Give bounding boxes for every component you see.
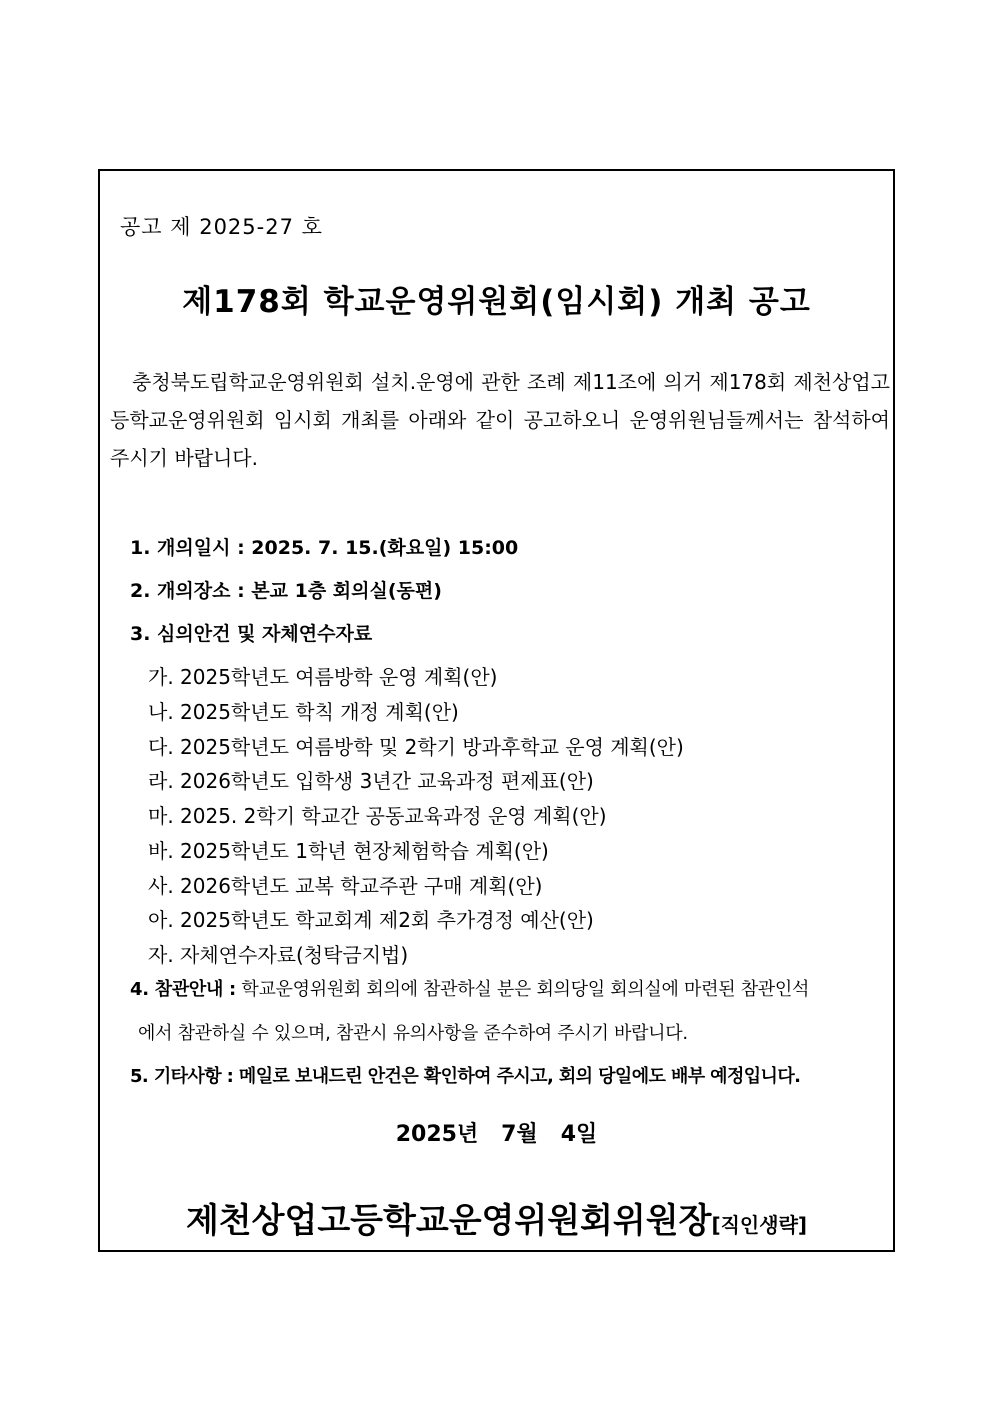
agenda-item: 라. 2026학년도 입학생 3년간 교육과정 편제표(안) [148,769,594,793]
item-other: 5. 기타사항 : 메일로 보내드린 안건은 확인하여 주시고, 회의 당일에도 배부 예정입니다. [130,1066,801,1087]
agenda-item: 바. 2025학년도 1학년 현장체험학습 계획(안) [148,839,549,863]
agenda-item: 마. 2025. 2학기 학교간 공동교육과정 운영 계획(안) [148,804,607,828]
observation-line2: 에서 참관하실 수 있으며, 참관시 유의사항을 준수하여 주시기 바랍니다. [138,1023,688,1044]
agenda-item: 사. 2026학년도 교복 학교주관 구매 계획(안) [148,874,543,898]
agenda-item: 다. 2025학년도 여름방학 및 2학기 방과후학교 운영 계획(안) [148,735,684,759]
item-agenda-heading: 3. 심의안건 및 자체연수자료 [130,623,373,645]
agenda-item: 가. 2025학년도 여름방학 운영 계획(안) [148,665,498,689]
signature-note: [직인생략] [711,1213,808,1237]
notice-frame [98,169,895,1252]
signature-name: 제천상업고등학교운영위원회위원장 [185,1201,712,1241]
observation-label: 4. 참관안내 : [130,979,236,1000]
item-observation [130,975,809,1001]
agenda-item: 아. 2025학년도 학교회계 제2회 추가경정 예산(안) [148,908,594,932]
agenda-item: 나. 2025학년도 학칙 개정 계획(안) [148,700,459,724]
item-date-time: 1. 개의일시 : 2025. 7. 15.(화요일) 15:00 [130,537,519,559]
agenda-item: 자. 자체연수자료(청탁금지법) [148,943,409,967]
signature [100,1193,893,1242]
notice-number: 공고 제 2025-27 호 [120,215,323,239]
intro-paragraph: 충청북도립학교운영위원회 설치.운영에 관한 조례 제11조에 의거 제178회 제천상업고등학교운영위원회 임시회 개최를 아래와 같이 공고하오니 운영위원님들께서는 참석하여 주시기 바랍니다. [110,370,890,470]
page-title: 제178회 학교운영위원회(임시회) 개최 공고 [182,284,811,320]
observation-line1: 학교운영위원회 회의에 참관하실 분은 회의당일 회의실에 마련된 참관인석 [241,979,810,1000]
item-place: 2. 개의장소 : 본교 1층 회의실(동편) [130,580,442,602]
notice-date: 2025년 7월 4일 [395,1122,598,1147]
